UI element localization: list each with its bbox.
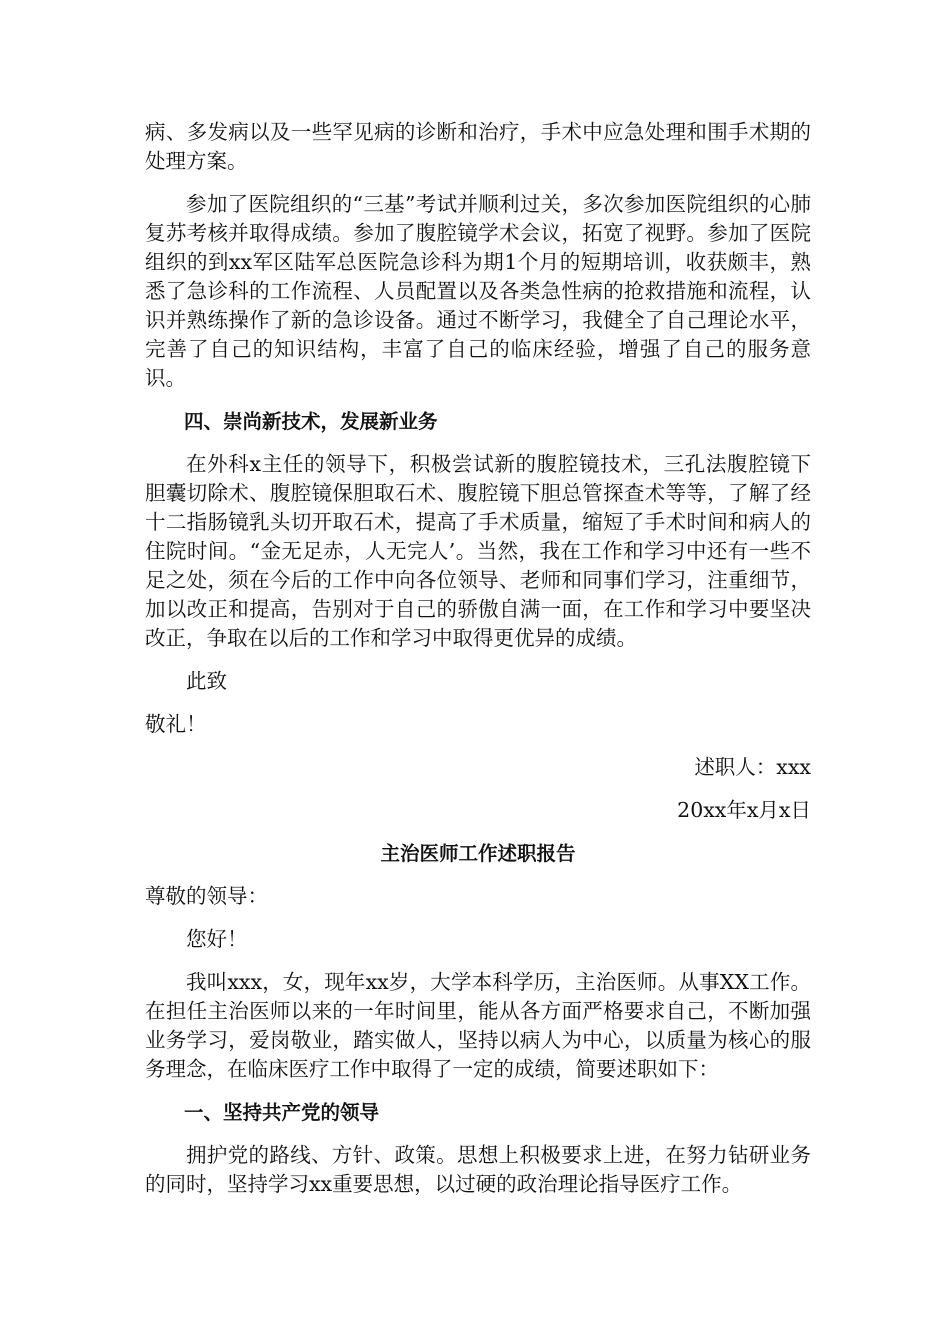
date: 20xx年x月x日: [677, 798, 811, 822]
paragraph-new-technology: 在外科x主任的领导下，积极尝试新的腹腔镜技术，三孔法腹腔镜下胆囊切除术、腹腔镜保胆取石术、腹腔镜下胆总管探查术等等，了解了经十二指肠镜乳头切开取石术，提高了手术质量，缩短了手术时间和病人的住院时间。“金无足赤，人无完人’。当然，我在工作和学习中还有一些不足之处，须在今后的工作中向各位领导、老师和同事们学习，注重细节，加以改正和提高，告别对于自己的骄傲自满一面，在工作和学习中要坚决改正，争取在以后的工作和学习中取得更优异的成绩。: [145, 452, 811, 650]
signature: 述职人：xxx: [694, 755, 811, 779]
paragraph-training: 参加了医院组织的“三基”考试并顺利过关，多次参加医院组织的心肺复苏考核并取得成绩。参加了腹腔镜学术会议，拓宽了视野。参加了医院组织的到xx军区陆军总医院急诊科为期1个月的短期培训，收获颇丰，熟悉了急诊科的工作流程、人员配置以及各类急性病的抢救措施和流程，认识并熟练操作了新的急诊设备。通过不断学习，我健全了自己理论水平，完善了自己的知识结构，丰富了自己的临床经验，增强了自己的服务意识。: [145, 192, 811, 390]
document-title: 主治医师工作述职报告: [380, 842, 576, 865]
paragraph-introduction: 我叫xxx，女，现年xx岁，大学本科学历，主治医师。从事XX工作。在担任主治医师以来的一年时间里，能从各方面严格要求自己，不断加强业务学习，爱岗敬业，踏实做人，坚持以病人为中心，以质量为核心的服务理念，在临床医疗工作中取得了一定的成绩，简要述职如下：: [145, 970, 811, 1081]
paragraph-continued: 病、多发病以及一些罕见病的诊断和治疗，手术中应急处理和围手术期的处理方案。: [145, 120, 811, 173]
section-heading-4: 四、崇尚新技术，发展新业务: [184, 410, 438, 433]
paragraph-party-leadership: 拥护党的路线、方针、政策。思想上积极要求上进，在努力钻研业务的同时，坚持学习xx重要思想，以过硬的政治理论指导医疗工作。: [145, 1143, 811, 1196]
closing-line-1: 此致: [186, 669, 227, 693]
closing-line-2: 敬礼！: [145, 712, 207, 736]
salutation: 尊敬的领导：: [145, 884, 268, 908]
section-heading-1: 一、坚持共产党的领导: [184, 1101, 380, 1124]
greeting: 您好！: [186, 927, 248, 951]
document-page: [145, 118, 811, 1213]
